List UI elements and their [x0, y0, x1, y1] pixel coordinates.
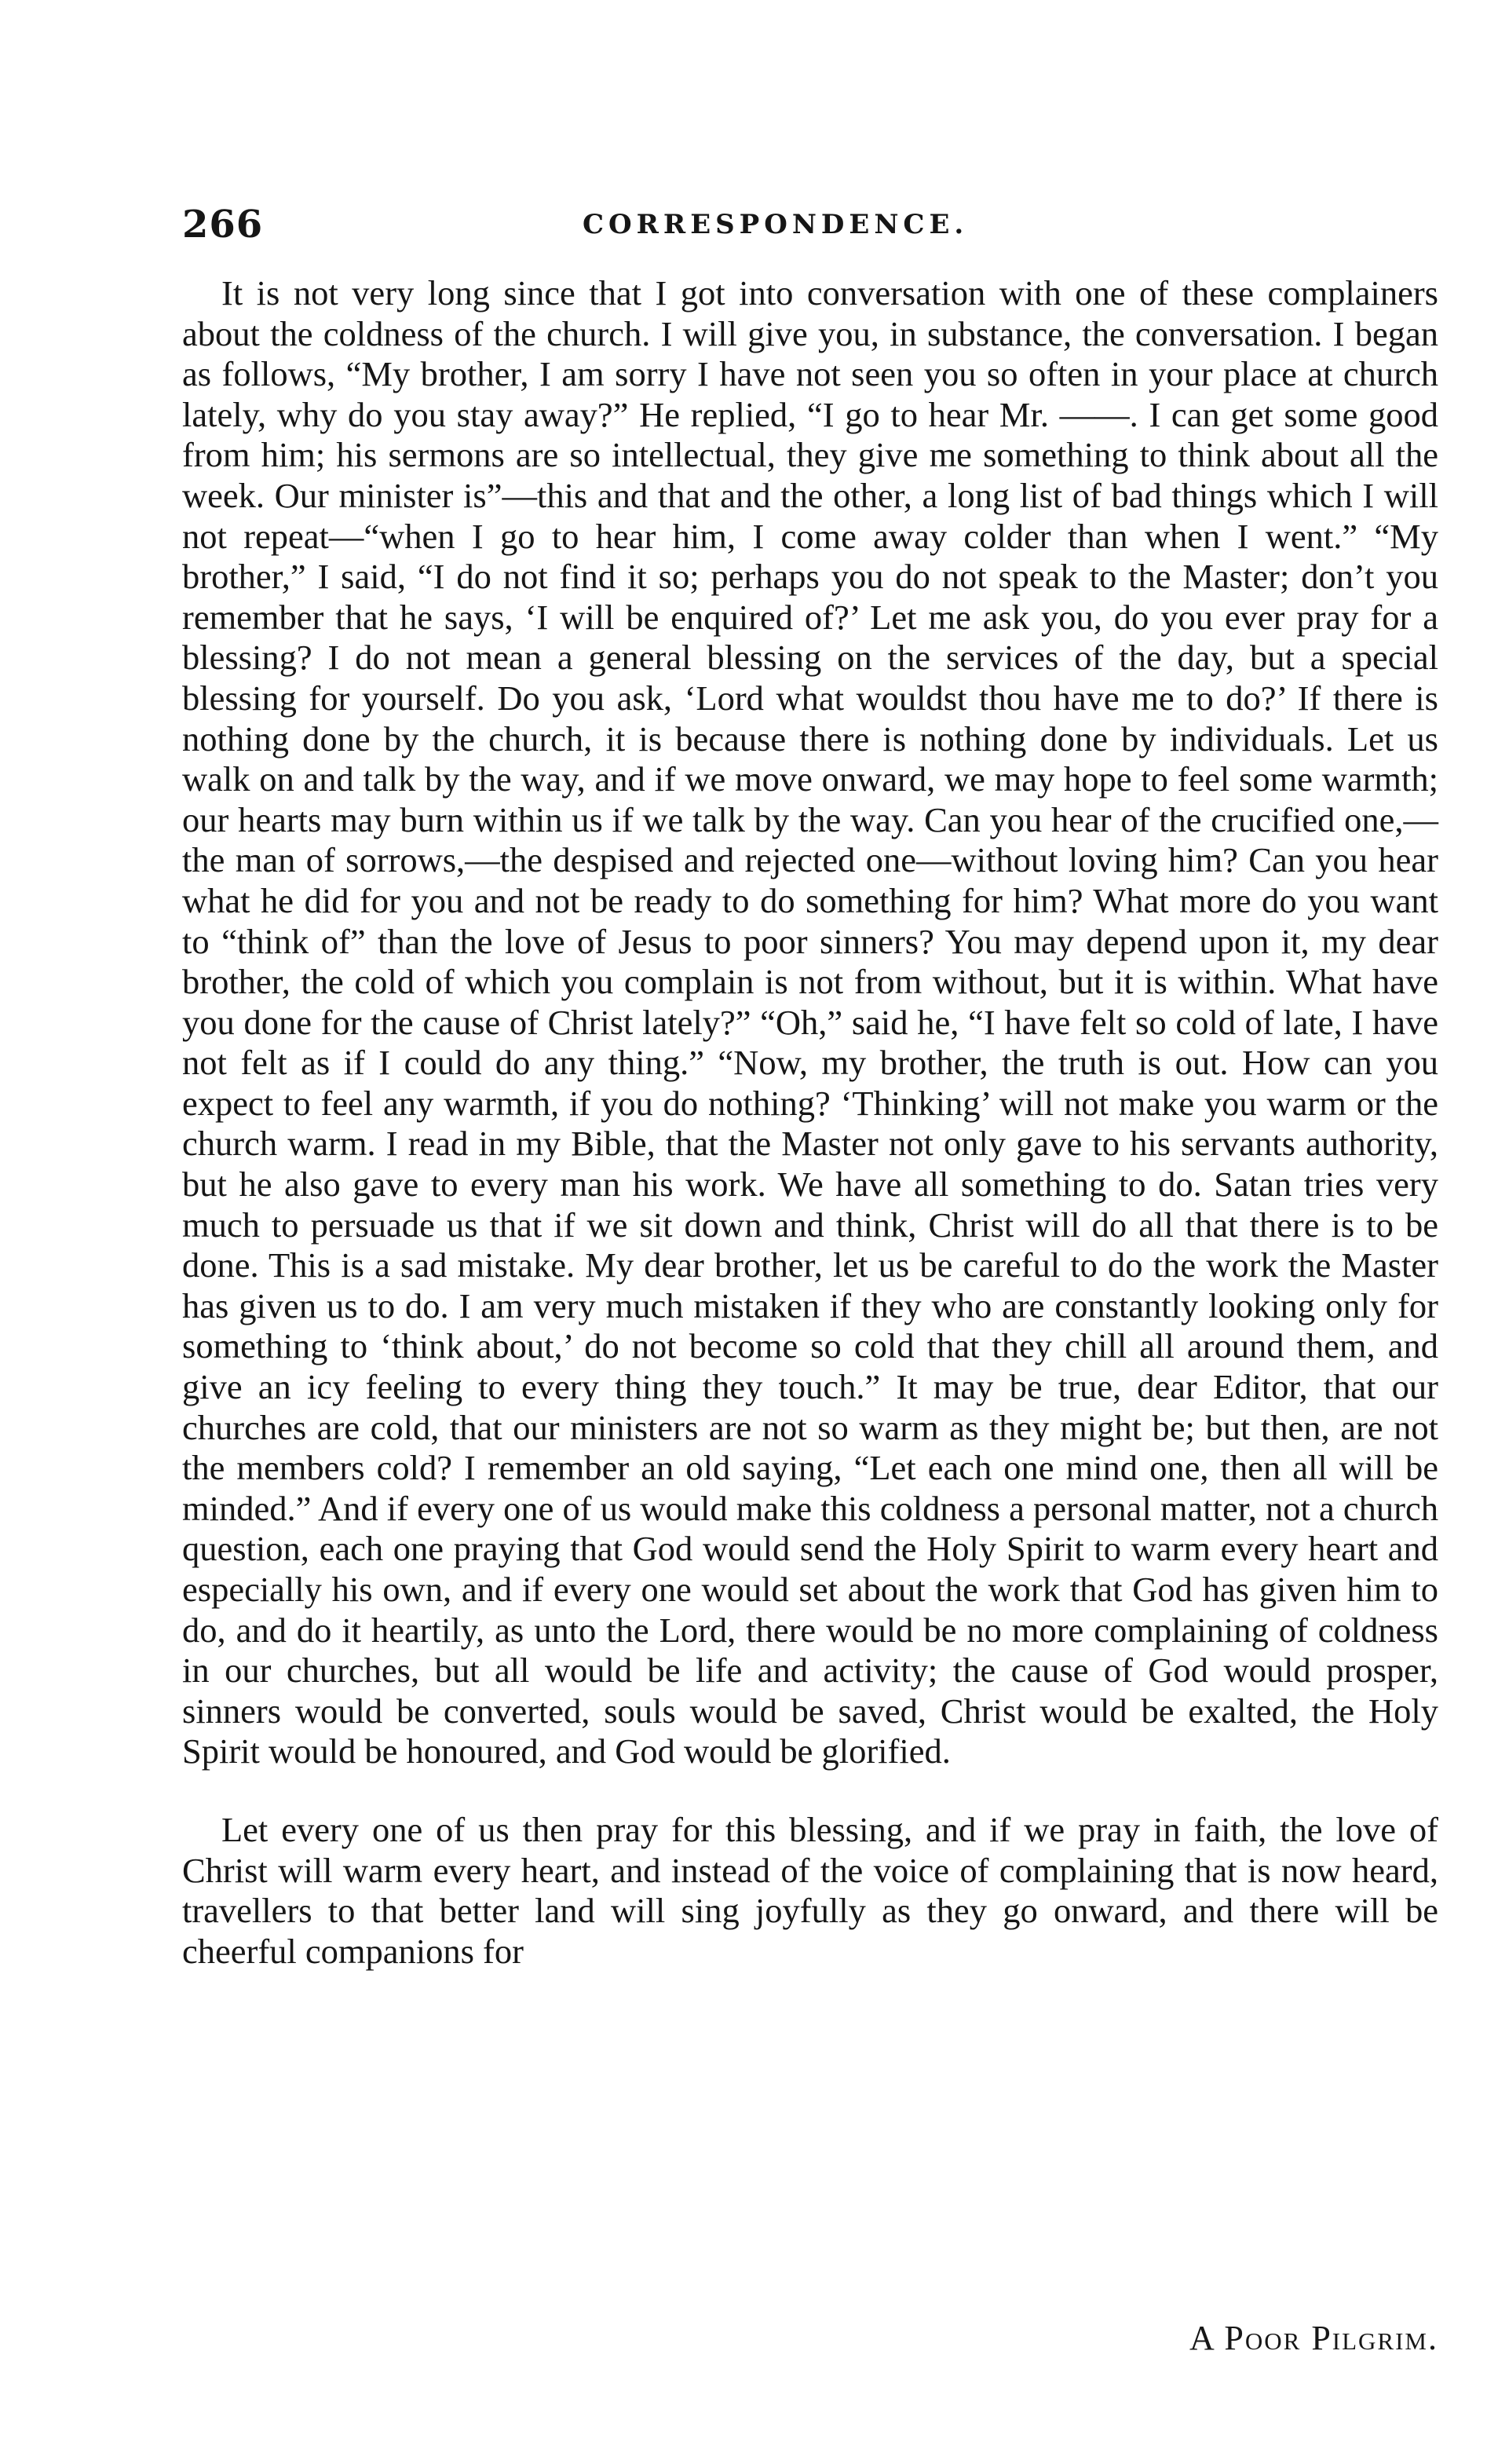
paragraph-conversation: It is not very long since that I got into conversation with one of these complainers about the coldness of the church. I will give you, in substance, the conversation. I began as follows, “My brother, I am sorry I have not seen you so often in your place at church lately, why do you stay away?” He replied, “I go to hear Mr. ——. I can get some good from him; his sermons are so intellectual, they give me something to think about all the week. Our minister is”—this and that and the other, a long list of bad things which I will not repeat—“when I go to hear him, I come away colder than when I went.” “My brother,” I said, “I do not find it so; perhaps you do not speak to the Master; don’t you remember that he says, ‘I will be enquired of?’ Let me ask you, do you ever pray for a blessing? I do not mean a general blessing on the services of the day, but a special blessing for yourself. Do you ask, ‘Lord what wouldst thou have me to do?’ If there is nothing done by the church, it is because there is nothing done by individuals. Let us walk on and talk by the way, and if we move onward, we may hope to feel some warmth; our hearts may burn within us if we talk by the way. Can you hear of the crucified one,—the man of sorrows,—the despised and rejected one—without loving him? Can you hear what he did for you and not be ready to do something for him? What more do you want to “think of” than the love of Jesus to poor sinners? You may depend upon it, my dear brother, the cold of which you complain is not from without, but it is within. What have you done for the cause of Christ lately?” “Oh,” said he, “I have felt so cold of late, I have not felt as if I could do any thing.” “Now, my brother, the truth is out. How can you expect to feel any warmth, if you do nothing? ‘Thinking’ will not make you warm or the church warm. I read in my Bible, that the Master not only gave to his servants authority, but he also gave to every man his work. We have all something to do. Satan tries very much to persuade us that if we sit down and think, Christ will do all that there is to be done. This is a sad mistake. My dear brother, let us be careful to do the work the Master has given us to do. I am very much mistaken if they who are constantly looking only for something to ‘think about,’ do not become so cold that they chill all around them, and give an icy feeling to every thing they touch.” It may be true, dear Editor, that our churches are cold, that our ministers are not so warm as they might be; but then, are not the members cold? I remember an old saying, “Let each one mind one, then all will be minded.” And if every one of us would make this coldness a personal matter, not a church question, each one praying that God would send the Holy Spirit to warm every heart and especially his own, and if every one would set about the work that God has given him to do, and do it heartily, as unto the Lord, there would be no more complaining of coldness in our churches, but all would be life and activity; the cause of God would prosper, sinners would be converted, souls would be saved, Christ would be exalted, the Holy Spirit would be honoured, and God would be glorified. [182, 273, 1438, 1771]
page-number: 266 [182, 203, 264, 247]
signature: A Poor Pilgrim. [1189, 2319, 1438, 2357]
paragraph-closing: Let every one of us then pray for this blessing, and if we pray in faith, the love of Christ will warm every heart, and instead of the voice of complaining that is now heard, travellers to that better land will sing joyfully as they go onward, and there will be cheerful companions for [182, 1809, 1438, 1971]
page-header [182, 203, 1438, 258]
body-text [182, 273, 1438, 1972]
running-head: CORRESPONDENCE. [583, 209, 969, 240]
